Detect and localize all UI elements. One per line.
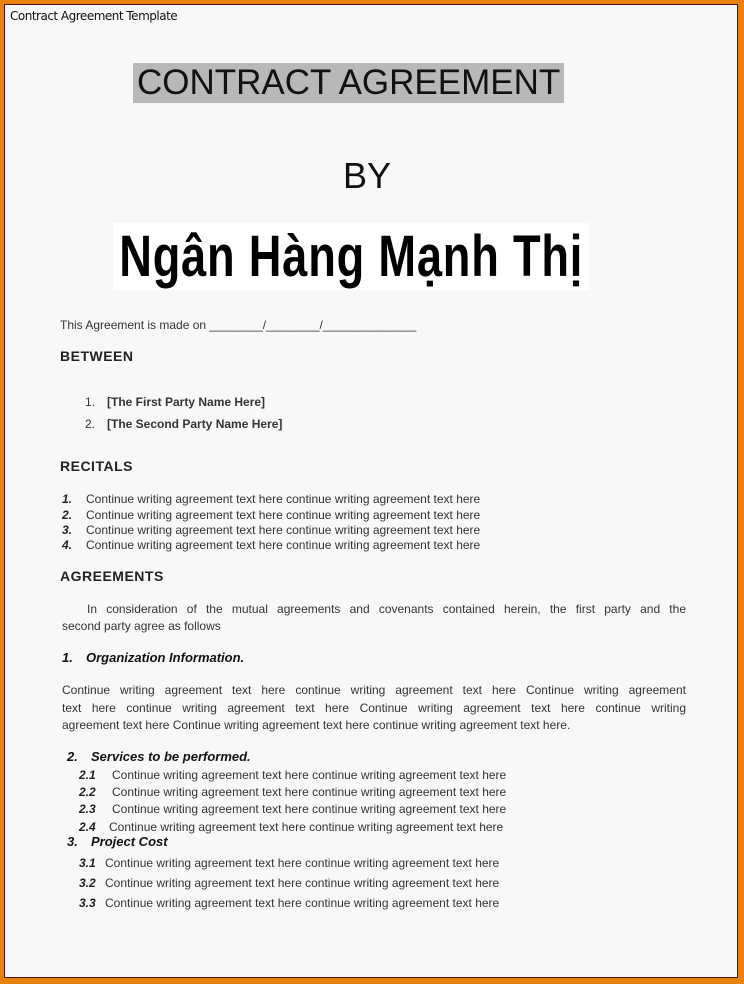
item-text: Continue writing agreement text here continue writing agreement text here	[112, 768, 507, 782]
section-heading	[67, 834, 168, 849]
body-line: agreement text here Continue writing agreement text here continue writing agreement text here.	[62, 718, 571, 732]
recital-item	[62, 492, 480, 506]
service-item	[79, 802, 506, 816]
intro-line: In consideration of the mutual agreements and covenants contained herein, the first party and the	[87, 602, 686, 616]
recital-text: Continue writing agreement text here continue writing agreement text here	[86, 523, 481, 537]
recital-num: 3.	[62, 523, 73, 537]
recital-text: Continue writing agreement text here continue writing agreement text here	[86, 492, 481, 506]
document-page	[4, 4, 738, 978]
intro-line: second party agree as follows	[62, 619, 221, 633]
item-text: Continue writing agreement text here continue writing agreement text here	[105, 876, 500, 890]
section-num: 1.	[62, 650, 73, 665]
item-num: 2.1	[79, 768, 96, 782]
item-text: Continue writing agreement text here continue writing agreement text here	[112, 802, 507, 816]
party-name: [The Second Party Name Here]	[107, 417, 283, 431]
section-title: Organization Information.	[86, 650, 245, 665]
cost-item	[79, 876, 499, 890]
body-line: text here continue writing agreement text here Continue writing agreement text here continue writing	[62, 701, 686, 715]
recitals-heading: RECITALS	[60, 458, 133, 474]
section-heading	[67, 749, 251, 764]
recital-item	[62, 523, 480, 537]
item-num: 3.2	[79, 876, 96, 890]
item-text: Continue writing agreement text here continue writing agreement text here	[112, 785, 507, 799]
recital-text: Continue writing agreement text here continue writing agreement text here	[86, 538, 481, 552]
window-title: Contract Agreement Template	[10, 9, 178, 23]
item-num: 2.4	[79, 820, 96, 834]
item-num: 3.1	[79, 856, 96, 870]
service-item	[79, 768, 506, 782]
item-text: Continue writing agreement text here continue writing agreement text here	[105, 856, 500, 870]
recital-num: 2.	[62, 508, 73, 522]
service-item	[79, 785, 506, 799]
item-num: 2.3	[79, 802, 96, 816]
section-title: Project Cost	[91, 834, 168, 849]
recital-item	[62, 538, 480, 552]
party-item	[85, 417, 282, 431]
item-text: Continue writing agreement text here continue writing agreement text here	[109, 820, 504, 834]
party-item	[85, 395, 265, 409]
cost-item	[79, 856, 499, 870]
service-item	[79, 820, 503, 834]
section-num: 3.	[67, 834, 78, 849]
recital-num: 1.	[62, 492, 73, 506]
section-heading	[62, 650, 244, 665]
party-name: [The First Party Name Here]	[107, 395, 266, 409]
party-num: 1.	[85, 395, 96, 409]
body-line: Continue writing agreement text here continue writing agreement text here Continue writing agreement	[62, 683, 686, 697]
by-label: BY	[343, 155, 392, 196]
recital-text: Continue writing agreement text here continue writing agreement text here	[86, 508, 481, 522]
made-on-line: This Agreement is made on ________/________/______________	[60, 318, 417, 332]
item-num: 2.2	[79, 785, 96, 799]
party-num: 2.	[85, 417, 96, 431]
section-num: 2.	[67, 749, 78, 764]
section-title: Services to be performed.	[91, 749, 251, 764]
item-num: 3.3	[79, 896, 96, 910]
recital-item	[62, 508, 480, 522]
agreements-heading: AGREEMENTS	[60, 568, 164, 584]
recital-num: 4.	[62, 538, 73, 552]
author-name: Ngân Hàng Mạnh Thị	[113, 223, 589, 290]
document-title: CONTRACT AGREEMENT	[133, 63, 564, 103]
item-text: Continue writing agreement text here continue writing agreement text here	[105, 896, 500, 910]
cost-item	[79, 896, 499, 910]
between-heading: BETWEEN	[60, 348, 134, 364]
